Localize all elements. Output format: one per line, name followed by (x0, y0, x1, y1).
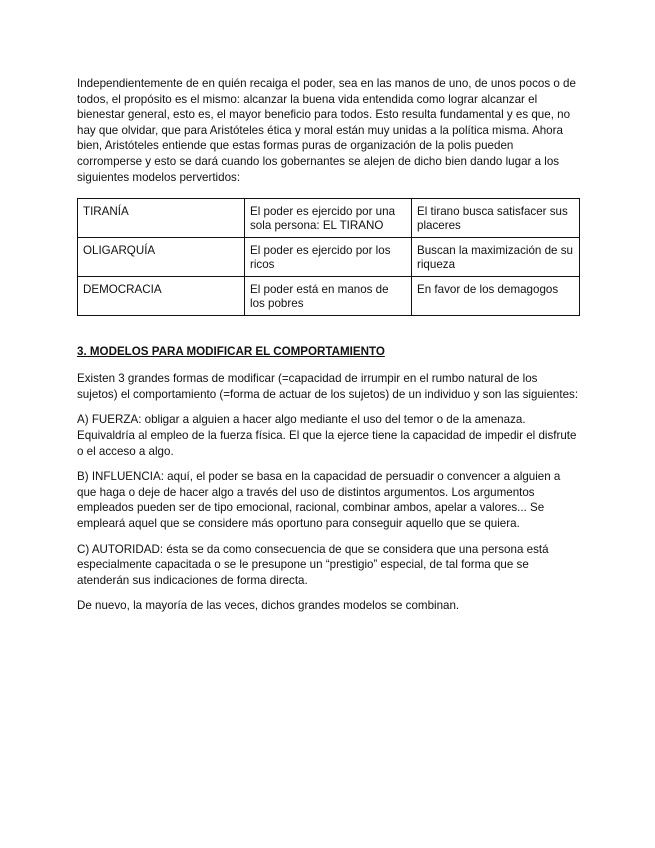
document-page (77, 76, 580, 614)
table-cell-goal: En favor de los demagogos (412, 277, 580, 316)
table-cell-holder: El poder está en manos de los pobres (245, 277, 412, 316)
corrupt-models-table (77, 198, 580, 316)
table-cell-model: OLIGARQUÍA (78, 238, 245, 277)
table-row (78, 277, 580, 316)
section-paragraph: Existen 3 grandes formas de modificar (=capacidad de irrumpir en el rumbo natural de los sujetos) el comportamiento (=forma de actuar de los sujetos) de un individuo y son las siguientes: (77, 372, 579, 401)
intro-paragraph: Independientemente de en quién recaiga el poder, sea en las manos de uno, de unos pocos o de todos, el propósito es el mismo: alcanzar la buena vida entendida como lograr alcanzar el bienestar general, esto es, el mayor beneficio para todos. Esto resulta fundamental y es que, no hay que olvidar, que para Aristóteles ética y moral están muy unidas a la política misma. Ahora bien, Aristóteles entiende que estas formas puras de organización de la polis pueden corromperse y esto se dará cuando los gobernantes se alejen de dicho bien dando lugar a los siguientes modelos pervertidos: (77, 77, 576, 184)
section-paragraph: A) FUERZA: obligar a alguien a hacer algo mediante el uso del temor o de la amenaza. Equivaldría al empleo de la fuerza física. El que la ejerce tiene la capacidad de impedir el disfrute o el acceso a algo. (77, 413, 577, 458)
table-row (78, 238, 580, 277)
table-row (78, 199, 580, 238)
section-paragraph: De nuevo, la mayoría de las veces, dichos grandes modelos se combinan. (77, 599, 460, 613)
table-cell-holder: El poder es ejercido por una sola persona: EL TIRANO (245, 199, 412, 238)
table-cell-goal: El tirano busca satisfacer sus placeres (412, 199, 580, 238)
section-paragraph: C) AUTORIDAD: ésta se da como consecuencia de que se considera que una persona está especialmente capacitada o se le presupone un “prestigio” especial, de tal forma que se atenderán sus indicaciones de forma directa. (77, 542, 549, 587)
table-cell-model: TIRANÍA (78, 199, 245, 238)
section-paragraph: B) INFLUENCIA: aquí, el poder se basa en la capacidad de persuadir o convencer a alguien a que haga o deje de hacer algo a través del uso de distintos argumentos. Los argumentos empleados pueden ser de tipo emocional, racional, combinar ambos, apelar a valores... Se empleará aquel que se considere más oportuno para conseguir aquello que se quiera. (77, 470, 561, 530)
section-heading: 3. MODELOS PARA MODIFICAR EL COMPORTAMIENTO (77, 345, 385, 359)
table-cell-model: DEMOCRACIA (78, 277, 245, 316)
table-cell-goal: Buscan la maximización de su riqueza (412, 238, 580, 277)
table-cell-holder: El poder es ejercido por los ricos (245, 238, 412, 277)
